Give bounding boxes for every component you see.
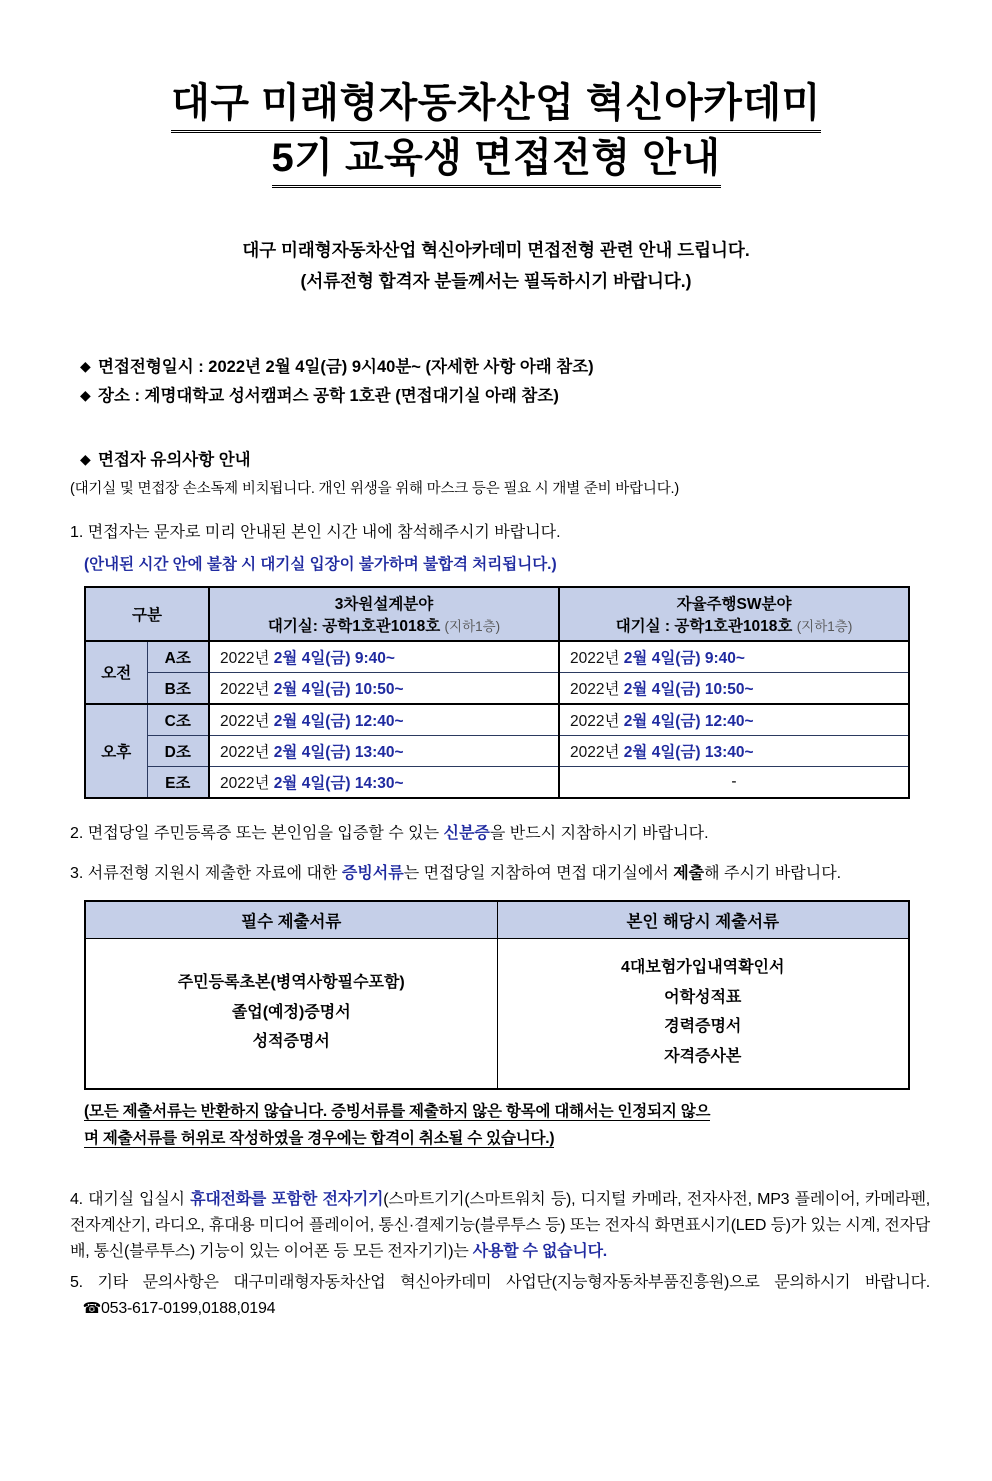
bullet-list [80, 353, 992, 411]
bullet-item-location-label: 장소 : 계명대학교 성서캠퍼스 공학 1호관 (면접대기실 아래 참조) [98, 386, 559, 405]
header-col-2 [559, 587, 909, 641]
period-label-pm: 오후 [85, 704, 147, 798]
notice-item-3: 3. 서류전형 지원시 제출한 자료에 대한 증빙서류는 면접당일 지참하여 면접 대기실에서 제출해 주시기 바랍니다. [70, 864, 842, 882]
notice-heading [80, 446, 992, 470]
schedule-a-col1: 2022년 2월 4일(금) 9:40~ [209, 641, 559, 673]
list-item: 경력증명서 [664, 1018, 742, 1036]
list-item: 4대보험가입내역확인서 [621, 959, 785, 977]
table-row [85, 641, 909, 673]
notice-item-3-highlight: 증빙서류 [341, 864, 404, 882]
title-line-1: 대구 미래형자동차산업 혁신아카데미 [171, 78, 820, 133]
notice-item-2-highlight: 신분증 [443, 824, 490, 842]
hygiene-note: (대기실 및 면접장 손소독제 비치됩니다. 개인 위생을 위해 마스크 등은 필요 시 개별 준비 바랍니다.) [70, 481, 679, 498]
bullet-item-datetime-label: 면접전형일시 : 2022년 2월 4일(금) 9시40분~ (자세한 사항 아래 참조) [98, 357, 594, 376]
bullet-item-datetime [80, 353, 992, 382]
notice-item-4-highlight: 휴대전화를 포함한 전자기기 [190, 1190, 384, 1208]
team-label-c: C조 [147, 704, 209, 736]
team-label-d: D조 [147, 735, 209, 766]
schedule-d-col1: 2022년 2월 4일(금) 13:40~ [209, 735, 559, 766]
header-col-2-room: 대기실 : 공학1호관1018호 (지하1층) [615, 617, 853, 635]
table-header-row [85, 901, 909, 939]
document-page [0, 78, 992, 1481]
documents-warning [84, 1098, 912, 1153]
contact-phone: 053-617-0199,0188,0194 [101, 1300, 276, 1318]
schedule-c-col1: 2022년 2월 4일(금) 12:40~ [209, 704, 559, 736]
period-label-am: 오전 [85, 641, 147, 704]
notice-item-5 [70, 1270, 930, 1322]
header-col-2-floor: (지하1층) [796, 618, 853, 634]
notice-item-4-highlight-2: 사용할 수 없습니다. [472, 1242, 607, 1260]
schedule-e-col2: - [559, 766, 909, 798]
notice-item-2: 2. 면접당일 주민등록증 또는 본인임을 입증할 수 있는 신분증을 반드시 지참하시기 바랍니다. [70, 824, 709, 842]
team-label-e: E조 [147, 766, 209, 798]
documents-warning-line-2: 며 제출서류를 허위로 작성하였을 경우에는 합격이 취소될 수 있습니다.) [84, 1130, 555, 1148]
schedule-c-col2: 2022년 2월 4일(금) 12:40~ [559, 704, 909, 736]
diamond-bullet-icon: ◆ [80, 357, 91, 374]
diamond-bullet-icon: ◆ [80, 451, 91, 468]
documents-warning-line-1: (모든 제출서류는 반환하지 않습니다. 증빙서류를 제출하지 않은 항목에 대해서는 인정되지 않으 [84, 1102, 711, 1120]
schedule-e-col1: 2022년 2월 4일(금) 14:30~ [209, 766, 559, 798]
table-row [85, 672, 909, 704]
docs-header-conditional: 본인 해당시 제출서류 [497, 901, 909, 939]
telephone-icon: ☎ [82, 1300, 102, 1318]
list-item: 주민등록초본(병역사항필수포함) [177, 973, 405, 991]
notice-item-4: 4. 대기실 입실시 휴대전화를 포함한 전자기기(스마트기기(스마트워치 등), 디지털 카메라, 전자사전, MP3 플레이어, 카메라펜, 전자계산기, 라디오, 휴대용 미디어 플레이어, 통신·결제기능(블루투스 등) 또는 전자식 화면표시기(LED 등)가 있는 시계, 전자담배, 통신(블루투스) 기능이 있는 이어폰 등 모든 전자기기)는 사용할 수 없습니다. [70, 1190, 930, 1260]
header-col-2-field: 자율주행SW분야 [676, 595, 792, 613]
list-item: 어학성적표 [664, 988, 742, 1006]
schedule-b-col2: 2022년 2월 4일(금) 10:50~ [559, 672, 909, 704]
list-item: 자격증사본 [664, 1047, 742, 1065]
list-item: 졸업(예정)증명서 [231, 1003, 351, 1021]
required-documents-table [84, 900, 910, 1089]
header-col-1-room: 대기실: 공학1호관1018호 (지하1층) [267, 617, 501, 635]
docs-header-required: 필수 제출서류 [85, 901, 497, 939]
table-row [85, 939, 909, 1089]
header-col-1 [209, 587, 559, 641]
notice-item-3-bold: 제출 [673, 864, 705, 882]
notice-heading-label: 면접자 유의사항 안내 [98, 451, 251, 470]
docs-required-list [85, 939, 497, 1089]
title-line-2: 5기 교육생 면접전형 안내 [272, 133, 721, 188]
subtitle-line-1: 대구 미래형자동차산업 혁신아카데미 면접전형 관련 안내 드립니다. [242, 240, 750, 261]
team-label-a: A조 [147, 641, 209, 673]
docs-conditional-list [497, 939, 909, 1089]
schedule-b-col1: 2022년 2월 4일(금) 10:50~ [209, 672, 559, 704]
schedule-d-col2: 2022년 2월 4일(금) 13:40~ [559, 735, 909, 766]
table-row [85, 735, 909, 766]
interview-schedule-table [84, 586, 910, 799]
notice-item-1: 1. 면접자는 문자로 미리 안내된 본인 시간 내에 참석해주시기 바랍니다. [70, 524, 561, 542]
diamond-bullet-icon: ◆ [80, 386, 91, 403]
header-col-1-floor: (지하1층) [444, 618, 501, 634]
page-title [0, 78, 992, 188]
team-label-b: B조 [147, 672, 209, 704]
table-header-row [85, 587, 909, 641]
table-row [85, 766, 909, 798]
subtitle-line-2: (서류전형 합격자 분들께서는 필독하시기 바랍니다.) [300, 271, 692, 291]
notice-item-1-warning: (안내된 시간 안에 불참 시 대기실 입장이 불가하며 불합격 처리됩니다.) [84, 555, 557, 573]
subtitle-block [0, 235, 992, 296]
table-row [85, 704, 909, 736]
header-col-1-field: 3차원설계분야 [334, 595, 434, 613]
schedule-a-col2: 2022년 2월 4일(금) 9:40~ [559, 641, 909, 673]
header-gubun: 구분 [85, 587, 209, 641]
bullet-item-location [80, 382, 992, 411]
notice-item-5-text: 5. 기타 문의사항은 대구미래형자동차산업 혁신아카데미 사업단(지능형자동차부품진흥원)으로 문의하시기 바랍니다. [70, 1274, 930, 1292]
list-item: 성적증명서 [252, 1033, 330, 1051]
